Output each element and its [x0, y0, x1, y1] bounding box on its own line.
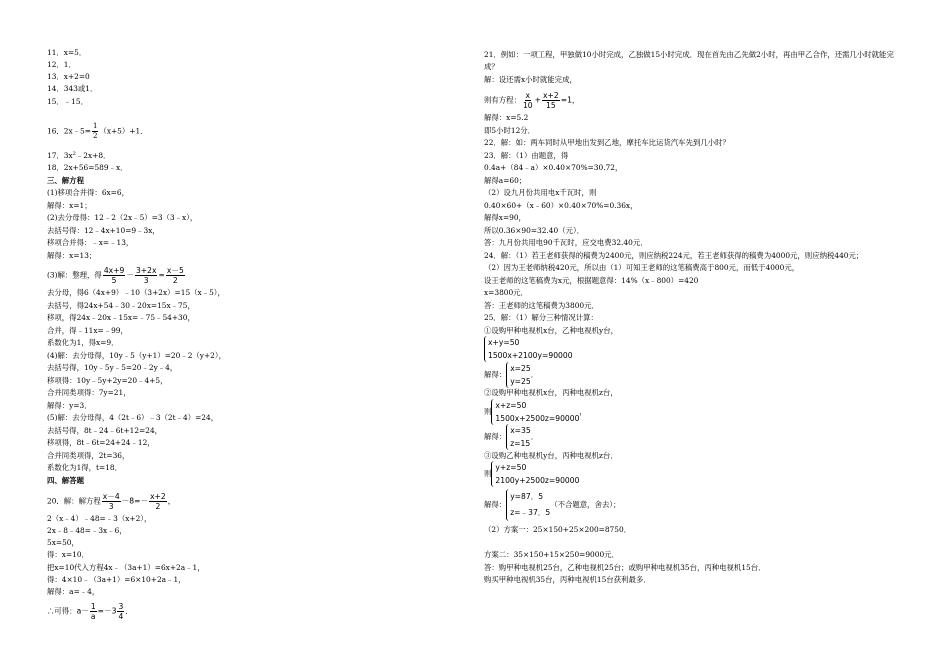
problem-21: 21．例如：一项工程，甲独做10小时完成，乙独做15小时完成．现在首先由乙先做2小时，再由甲乙合作，还需几小时就能完成？ — [484, 50, 894, 71]
solution-line: 解得：x=5.2 — [484, 113, 529, 122]
brace-system: x+y=50 1500x+2100y=90000 — [484, 336, 573, 362]
solution-line: 解得：y=3． — [47, 401, 92, 410]
fraction: $\frac{3}{4}$ — [118, 602, 124, 621]
solution-line: 0.40×60+（x﹣60）×0.40×70%=0.36x， — [484, 201, 638, 210]
brace-system: x+z=50 1500x+2500z=90000 — [491, 399, 579, 425]
solution-line: 去括号得：12﹣4x+10=9﹣3x， — [47, 226, 160, 235]
equation-system — [484, 336, 573, 362]
solution-line: (2)去分母得：12﹣2（2x﹣5）=3（3﹣x）， — [47, 213, 198, 222]
solution-line: 把x=10代入方程4x﹣（3a+1）=6x+2a﹣1， — [47, 563, 205, 572]
solution-line-system: 解得：x=25 y=25． — [484, 364, 539, 386]
fraction: $\frac{4x+9}{5}$ — [103, 266, 125, 285]
solution-line: （2）因为王老师纳税420元，所以由（1）可知王老师的这笔稿费高于800元，而低于4000元， — [484, 263, 800, 272]
solution-line: （2）方案一：25×150+25×200=8750． — [484, 525, 632, 534]
answer-12: 12．1． — [47, 60, 76, 69]
solution-line: 0.4a+（84﹣a）×0.40×70%=30.72， — [484, 163, 623, 172]
fraction: $\frac{3+2x}{3}$ — [135, 266, 157, 285]
fraction: $\frac{x+2}{2}$ — [150, 492, 166, 511]
solution-line: （2）设九月份共用电x千瓦时，则 — [484, 188, 597, 197]
fraction: $\frac{1}{a}$ — [90, 602, 96, 621]
solution-line: 去分母，得6（4x+9）﹣10（3+2x）=15（x﹣5）， — [47, 288, 225, 297]
solution-line: 方案二：35×150+15×250=9000元． — [484, 550, 619, 559]
solution-line-system: 解得：y=87．5 z=﹣37．5（不合题意，舍去）； — [484, 489, 620, 521]
answer-17: 17．$3x^2﹣2x+8$． — [47, 151, 111, 160]
solution-line: 移项合并得：﹣x=﹣13， — [47, 238, 134, 247]
solution-line: 解得：x=13； — [47, 251, 97, 260]
solution-line: 合并同类项得：7y=21， — [47, 388, 131, 397]
problem-22: 22．解：如：两车同时从甲地出发到乙地，摩托车比运货汽车先到几小时？ — [484, 138, 730, 147]
solution-line: 2（x﹣4）﹣48=﹣3（x+2）， — [47, 514, 152, 523]
solution-line: (1)移项合并得：6x=6， — [47, 188, 129, 197]
answer-13: 13．x+2=0 — [47, 72, 90, 81]
solution-line: 24．解：（1）若王老师获得的稿费为2400元，则应纳税224元，若王老师获得的稿费为4000元，则应纳税440元； — [484, 251, 864, 260]
solution-line: 答：九月份共用电90千瓦时，应交电费32.40元． — [484, 238, 648, 247]
brace-system: x=25 y=25 — [506, 362, 531, 388]
solution-line: 解得x=90， — [484, 213, 526, 222]
solution-line-fractions: 20．解：解方程 $\frac{x-4}{3}$ －8=－ $\frac{x+2}{2}$ ， — [47, 492, 176, 511]
solution-line: 23．解：（1）由题意，得 — [484, 151, 569, 160]
solution-line: 移项得：10y﹣5y+2y=20﹣4+5， — [47, 376, 168, 385]
solution-line: (4)解：去分母得，10y﹣5（y+1）=20﹣2（y+2）， — [47, 351, 226, 360]
section-heading-3: 三、解方程 — [47, 176, 84, 185]
solution-line: 答：购甲种电视机25台，乙种电视机25台；或购甲种电视机35台，丙种电视机15台． — [484, 563, 766, 572]
solution-line: ①设购甲种电视机x台，乙种电视机y台， — [484, 326, 618, 335]
solution-line-fractions: 则有方程： $\frac{x}{10}$ + $\frac{x+2}{15}$ =1， — [484, 91, 580, 110]
brace-system: y+z=50 2100y+2500z=90000 — [491, 461, 579, 487]
fraction: $\frac{1}{2}$ — [92, 122, 98, 140]
solution-line-system: 则x+z=50 1500x+2500z=90000， — [484, 401, 587, 423]
solution-line: 2x﹣8﹣48=﹣3x﹣6， — [47, 526, 127, 535]
answer-14: 14．343或1． — [47, 84, 98, 93]
solution-line: 即5小时12分． — [484, 126, 536, 135]
answer-16: 16．2x﹣5= $\frac{1}{2}$ （x+5）+1． — [47, 122, 148, 140]
solution-line: 系数化为1得，t=18． — [47, 463, 123, 472]
fraction: $\frac{x-5}{2}$ — [166, 266, 184, 285]
fraction: $\frac{x}{10}$ — [522, 91, 533, 110]
solution-line: (5)解：去分母得，4（2t﹣6）﹣3（2t﹣4）=24， — [47, 413, 219, 422]
solution-line: 去括号得，8t﹣24﹣6t+12=24， — [47, 426, 163, 435]
answer-15: 15．﹣15． — [47, 97, 88, 106]
fraction: $\frac{x+2}{15}$ — [543, 91, 559, 110]
solution-line: 得：4×10﹣（3a+1）=6×10+2a﹣1， — [47, 575, 186, 584]
solution-line: ②设购甲种电视机x台，丙种电视机z台， — [484, 388, 618, 397]
solution-line: 解：设还需x小时就能完成， — [484, 75, 577, 84]
fraction: $\frac{x-4}{3}$ — [102, 492, 120, 511]
solution-line: ③设购乙种电视机y台，丙种电视机z台． — [484, 451, 618, 460]
solution-line: 设王老师的这笔稿费为x元，根据题意得：14%（x﹣800）=420 — [484, 276, 699, 285]
answer-11: 11．x=5． — [47, 48, 87, 57]
solution-line-system: 解得：x=35 z=15． — [484, 426, 539, 448]
brace-system: x=35 z=15 — [506, 424, 531, 450]
solution-line: 25．解：（1）解分三种情况计算： — [484, 313, 598, 322]
solution-line: 5x=50， — [47, 538, 79, 547]
solution-line-system: 则y+z=50 2100y+2500z=90000 — [484, 463, 580, 485]
solution-line-fractions: (3)解：整理，得 $\frac{4x+9}{5}$ － $\frac{3+2x}{3}$ = $\frac{x-5}{2}$ — [47, 266, 184, 285]
solution-line: 得：x=10． — [47, 550, 89, 559]
solution-line: 所以0.36×90=32.40（元）． — [484, 226, 585, 235]
answer-18: 18．2x+56=589﹣x． — [47, 163, 128, 172]
solution-line: x=3800元． — [484, 288, 528, 297]
solution-line: 合并，得﹣11x=﹣99， — [47, 326, 128, 335]
solution-line: 解得：x=1； — [47, 201, 92, 210]
solution-line-fractions: ∴可得：a－ $\frac{1}{a}$ =－3 $\frac{3}{4}$ ． — [47, 602, 133, 621]
solution-line: 解得：a=﹣4， — [47, 587, 100, 596]
solution-line: 移项，得24x﹣20x﹣15x=﹣75﹣54+30， — [47, 313, 195, 322]
solution-line: 答：王老师的这笔稿费为3800元． — [484, 301, 599, 310]
solution-line: 移项得，8t﹣6t=24+24﹣12， — [47, 438, 155, 447]
section-heading-4: 四、解答题 — [47, 476, 84, 485]
solution-line: 解得a=60； — [484, 176, 527, 185]
brace-system: y=87．5 z=﹣37．5 — [506, 489, 550, 521]
solution-line: 系数化为1，得x=9． — [47, 338, 119, 347]
solution-line: 去括号，得24x+54﹣30﹣20x=15x﹣75， — [47, 301, 195, 310]
solution-line: 合并同类项得，2t=36， — [47, 451, 130, 460]
solution-line: 去括号得，10y﹣5y﹣5=20﹣2y﹣4， — [47, 363, 178, 372]
solution-line: 购买甲种电视机35台，丙种电视机15台获利最多． — [484, 575, 651, 584]
